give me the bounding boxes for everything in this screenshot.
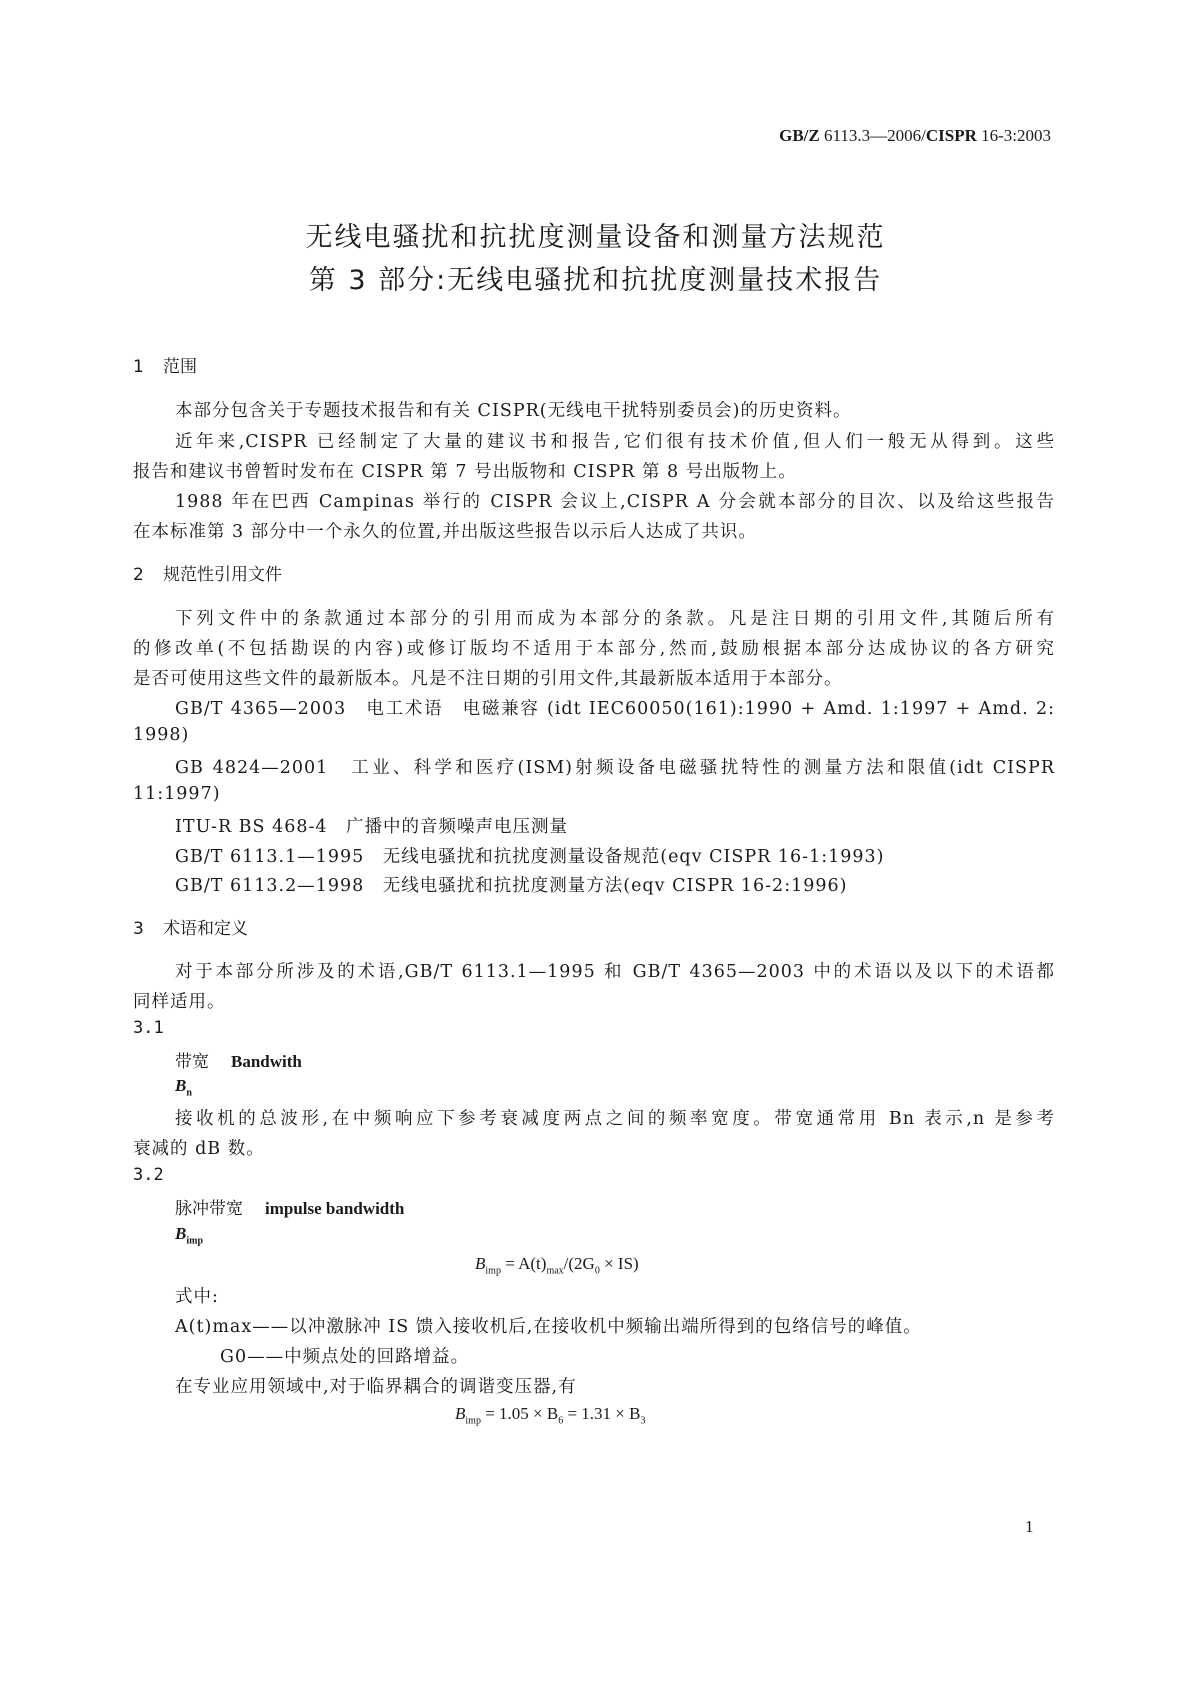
term-heading (175, 1194, 404, 1219)
std-code-prefix: GB/Z (779, 126, 820, 145)
formula-tuned-transformer (455, 1404, 645, 1426)
paragraph-line: 是否可使用这些文件的最新版本。凡是不注日期的引用文件,其最新版本适用于本部分。 (133, 669, 843, 689)
symbol-sub: n (186, 1087, 192, 1099)
reference-entry: GB 4824—2001 工业、科学和医疗(ISM)射频设备电磁骚扰特性的测量方法和限值(idt CISPR (175, 758, 1055, 778)
section-title: 规范性引用文件 (163, 565, 282, 585)
section-3-heading (133, 914, 248, 939)
where-item: G0——中频点处的回路增益。 (220, 1347, 470, 1367)
formula-part: B (475, 1254, 486, 1273)
paragraph-line: 在专业应用领域中,对于临界耦合的调谐变压器,有 (175, 1377, 577, 1397)
paragraph-line: 报告和建议书曾暂时发布在 CISPR 第 7 号出版物和 CISPR 第 8 号出版物上。 (133, 462, 797, 482)
term-en: Bandwith (231, 1052, 302, 1071)
symbol-base: B (175, 1224, 187, 1243)
formula-sub: 0 (594, 1265, 600, 1277)
formula-part: B (455, 1404, 466, 1423)
definition-line: 衰减的 dB 数。 (133, 1139, 265, 1159)
paragraph: 本部分包含关于专题技术报告和有关 CISPR(无线电干扰特别委员会)的历史资料。 (175, 401, 852, 421)
formula-part: = 1.05 × B (480, 1404, 559, 1423)
definition-line: 接收机的总波形,在中频响应下参考衰减度两点之间的频率宽度。带宽通常用 Bn 表示,n 是参考 (175, 1109, 1055, 1129)
paragraph-line: 在本标准第 3 部分中一个永久的位置,并出版这些报告以示后人达成了共识。 (133, 522, 757, 542)
std-code-tail: 16-3:2003 (976, 126, 1051, 145)
std-code-cispr: CISPR (925, 126, 977, 145)
paragraph-line: 的修改单(不包括勘误的内容)或修订版均不适用于本部分,然而,鼓励根据本部分达成协议的各方研究 (133, 639, 1055, 659)
reference-entry-cont: 1998) (133, 725, 190, 745)
where-label: 式中: (175, 1287, 219, 1307)
clause-number: 3.1 (133, 1018, 164, 1038)
formula-part: /(2G (563, 1254, 595, 1273)
page-number: 1 (1025, 1517, 1034, 1536)
section-title: 术语和定义 (163, 919, 248, 939)
section-number: 2 (133, 565, 144, 585)
formula-sub: max (546, 1265, 564, 1277)
paragraph-line: 同样适用。 (133, 992, 226, 1012)
reference-entry-cont: 11:1997) (133, 784, 221, 804)
where-item: A(t)max——以冲激脉冲 IS 馈入接收机后,在接收机中频输出端所得到的包络信号的峰值。 (175, 1317, 922, 1337)
symbol-base: B (175, 1076, 187, 1095)
formula-sub: 3 (640, 1415, 646, 1427)
reference-entry: GB/T 4365—2003 电工术语 电磁兼容 (idt IEC60050(161):1990 + Amd. 1:1997 + Amd. 2: (175, 699, 1055, 719)
section-1-heading (133, 352, 197, 377)
reference-entry: ITU-R BS 468-4 广播中的音频噪声电压测量 (175, 817, 569, 837)
reference-entry: GB/T 6113.1—1995 无线电骚扰和抗扰度测量设备规范(eqv CISPR 16-1:1993) (175, 847, 885, 867)
section-2-heading (133, 560, 282, 585)
formula-impulse-bandwidth (475, 1254, 639, 1276)
term-heading (175, 1047, 302, 1072)
section-number: 1 (133, 357, 144, 377)
document-title-line2: 第 3 部分:无线电骚扰和抗扰度测量技术报告 (308, 265, 883, 296)
std-code-number: 6113.3—2006/ (819, 126, 926, 145)
standard-code (300, 126, 1051, 146)
term-en: impulse bandwidth (265, 1199, 405, 1218)
paragraph-line: 1988 年在巴西 Campinas 举行的 CISPR 会议上,CISPR A 分会就本部分的目次、以及给这些报告 (175, 492, 1055, 512)
term-symbol (175, 1224, 203, 1246)
formula-sub: imp (465, 1415, 481, 1427)
term-symbol (175, 1076, 192, 1098)
term-cn: 脉冲带宽 (175, 1199, 243, 1219)
formula-part: × IS) (599, 1254, 639, 1273)
paragraph-line: 近年来,CISPR 已经制定了大量的建议书和报告,它们很有技术价值,但人们一般无从得到。这些 (175, 432, 1055, 452)
section-number: 3 (133, 919, 144, 939)
formula-part: = 1.31 × B (563, 1404, 641, 1423)
formula-sub: 6 (558, 1415, 564, 1427)
section-title: 范围 (163, 357, 197, 377)
term-cn: 带宽 (175, 1052, 209, 1072)
formula-part: = A(t) (500, 1254, 547, 1273)
symbol-sub: imp (186, 1235, 204, 1247)
formula-sub: imp (485, 1265, 501, 1277)
clause-number: 3.2 (133, 1165, 164, 1185)
reference-entry: GB/T 6113.2—1998 无线电骚扰和抗扰度测量方法(eqv CISPR 16-2:1996) (175, 876, 848, 896)
paragraph-line: 下列文件中的条款通过本部分的引用而成为本部分的条款。凡是注日期的引用文件,其随后所有 (175, 609, 1055, 629)
document-title-line1: 无线电骚扰和抗扰度测量设备和测量方法规范 (305, 222, 886, 253)
paragraph-line: 对于本部分所涉及的术语,GB/T 6113.1—1995 和 GB/T 4365—2003 中的术语以及以下的术语都 (175, 962, 1055, 982)
